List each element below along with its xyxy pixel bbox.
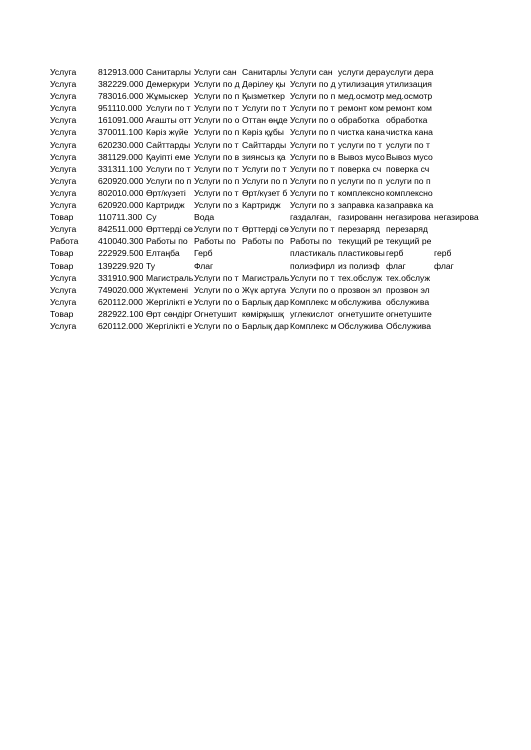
table-cell: Өрттерді сө	[146, 224, 193, 235]
table-cell: Услуги по т	[194, 224, 239, 235]
table-cell	[434, 308, 482, 320]
table-cell: Жергілікті е	[146, 320, 193, 331]
table-cell: услуги дера	[386, 67, 434, 77]
table-cell: Услуги по п	[290, 175, 336, 186]
table-cell: Қауіпті еме	[146, 151, 191, 162]
table-cell: 139229.920	[98, 260, 144, 271]
table-row	[50, 308, 482, 320]
table-cell: Комплекс м	[290, 296, 337, 307]
table-cell: 620112.000	[98, 296, 143, 307]
table-cell: Услуги по т	[290, 272, 335, 283]
table-cell	[242, 247, 290, 259]
table-cell: Магистраль	[146, 272, 194, 283]
table-cell: Услуга	[50, 272, 77, 283]
table-cell: Комплекс м	[290, 320, 337, 331]
table-cell: 620920.000	[98, 200, 144, 211]
table-cell	[434, 126, 482, 138]
table-cell: утилизация	[338, 79, 384, 90]
table-cell: Флаг	[194, 260, 214, 271]
table-cell: услуги по т	[338, 139, 382, 150]
table-cell: Услуги по т	[194, 163, 239, 174]
table-cell: Услуги по т	[194, 139, 239, 150]
table-cell: Услуги по п	[194, 91, 240, 102]
table-cell: негазирова	[434, 212, 479, 223]
table-row	[50, 272, 482, 284]
table-cell: пластиковы	[338, 248, 385, 259]
table-cell: 802010.000	[98, 187, 144, 198]
table-cell: Услуги по о	[194, 296, 240, 307]
table-cell: чистка кана	[386, 127, 433, 138]
table-cell: 620920.000	[98, 175, 144, 186]
table-cell: услуги по п	[386, 175, 431, 186]
table-cell: Работы по	[242, 236, 284, 247]
table-cell	[434, 78, 482, 90]
table-cell	[434, 114, 482, 126]
table-cell: Кәріз жүйе	[146, 127, 189, 138]
table-cell: Услуга	[50, 200, 77, 211]
table-row	[50, 114, 482, 126]
table-cell: газдалған,	[290, 212, 332, 223]
table-cell: 331910.900	[98, 272, 144, 283]
table-cell: текущий ре	[386, 236, 432, 247]
table-cell: Услуги по т	[290, 187, 335, 198]
table-cell	[242, 211, 290, 223]
table-cell: ремонт ком	[386, 103, 432, 114]
table-cell: 842511.000	[98, 224, 143, 235]
table-cell: 812913.000	[98, 67, 144, 77]
table-cell: Услуга	[50, 224, 77, 235]
table-cell: Услуги по т	[242, 103, 287, 114]
table-cell	[434, 151, 482, 163]
table-cell: Услуги по о	[194, 115, 240, 126]
table-cell: поверка сч	[338, 163, 382, 174]
table-cell: Работа	[50, 236, 79, 247]
table-cell: Услуга	[50, 103, 77, 114]
table-cell	[434, 272, 482, 284]
table-cell: Услуга	[50, 284, 77, 295]
table-cell	[434, 235, 482, 247]
table-cell: 951110.000	[98, 103, 143, 114]
table-cell: мед.осмотр	[386, 91, 433, 102]
table-cell: Услуги по п	[290, 91, 336, 102]
table-row	[50, 126, 482, 138]
table-cell: көмірқышқ	[242, 308, 284, 319]
table-cell: обслужива	[386, 296, 430, 307]
table-cell: Жүктемені	[146, 284, 189, 295]
table-cell: Өрт сөндірг	[146, 308, 193, 319]
table-cell: Демеркури	[146, 79, 190, 90]
table-cell: герб	[386, 248, 404, 259]
table-cell: услуги по п	[338, 175, 383, 186]
table-cell: Услуга	[50, 91, 77, 102]
table-cell: Обслужива	[386, 320, 432, 331]
table-cell: Герб	[194, 248, 213, 259]
table-cell: комплексно	[338, 187, 385, 198]
table-cell: Услуга	[50, 127, 77, 138]
table-cell: Услуга	[50, 115, 77, 126]
table-cell: обработка	[338, 115, 380, 126]
table-cell: заправка ка	[338, 200, 386, 211]
table-cell: Кәріз құбы	[242, 127, 284, 138]
table-cell	[434, 284, 482, 296]
table-cell: полиэфирл	[290, 260, 335, 271]
table-cell: Услуги по п	[242, 175, 288, 186]
table-row	[50, 187, 482, 199]
table-cell: Вывоз мусо	[338, 151, 385, 162]
table-cell: 222929.500	[98, 248, 144, 259]
table-row	[50, 284, 482, 296]
table-cell	[242, 260, 290, 272]
table-cell	[434, 66, 482, 78]
table-cell: обработка	[386, 115, 428, 126]
table-cell: Услуги по т	[290, 103, 335, 114]
table-cell: Услуги по п	[194, 175, 240, 186]
table-cell: Услуги по в	[290, 151, 336, 162]
table-cell: Услуги по о	[194, 284, 240, 295]
table-cell: Услуги по о	[290, 115, 336, 126]
table-cell: заправка ка	[386, 200, 434, 211]
table-cell: герб	[434, 248, 452, 259]
table-cell: зиянсыз қа	[242, 151, 286, 162]
table-row	[50, 320, 482, 332]
table-row	[50, 260, 482, 272]
table-cell: 620230.000	[98, 139, 144, 150]
table-cell: негазирова	[386, 212, 431, 223]
table-cell: Ағашты отт	[146, 115, 192, 126]
table-cell: Услуги по о	[290, 284, 336, 295]
table-cell: Услуги сан	[290, 67, 333, 77]
table-cell: Товар	[50, 308, 74, 319]
table-cell: Услуги по т	[146, 163, 191, 174]
table-cell	[434, 139, 482, 151]
table-cell: Ту	[146, 260, 156, 271]
table-cell: Услуги по т	[146, 103, 191, 114]
table-cell: 381129.000	[98, 151, 143, 162]
table-cell: флаг	[434, 260, 454, 271]
table-cell: углекислот	[290, 308, 334, 319]
table-cell: Вывоз мусо	[386, 151, 433, 162]
table-row	[50, 66, 482, 78]
table-cell: тех.обслуж	[338, 272, 383, 283]
table-cell: Услуги сан	[194, 67, 237, 77]
table-cell: Услуга	[50, 79, 77, 90]
table-cell: услуги по т	[386, 139, 430, 150]
table-row	[50, 151, 482, 163]
table-cell: утилизация	[386, 79, 432, 90]
table-cell: 110711.300	[98, 212, 143, 223]
table-cell	[434, 102, 482, 114]
table-cell: 370011.100	[98, 127, 143, 138]
table-row	[50, 235, 482, 247]
table-cell: перезаряд	[386, 224, 428, 235]
table-cell	[434, 223, 482, 235]
table-cell: Услуга	[50, 296, 77, 307]
table-cell	[434, 163, 482, 175]
table-cell	[434, 296, 482, 308]
table-cell: Жұмыскер	[146, 91, 189, 102]
table-cell: 331311.100	[98, 163, 143, 174]
table-cell: ремонт ком	[338, 103, 384, 114]
table-cell	[434, 199, 482, 211]
table-cell: флаг	[386, 260, 406, 271]
table-row	[50, 102, 482, 114]
table-cell	[434, 90, 482, 102]
table-cell: 382229.000	[98, 79, 144, 90]
table-cell: Дәрілеу қы	[242, 79, 286, 90]
table-cell	[434, 187, 482, 199]
table-cell: чистка кана	[338, 127, 385, 138]
table-cell: 749020.000	[98, 284, 144, 295]
table-cell: Услуги по з	[194, 200, 239, 211]
table-cell: Услуги по т	[242, 163, 287, 174]
table-cell: Услуга	[50, 163, 77, 174]
table-cell: Услуга	[50, 151, 77, 162]
table-cell	[434, 320, 482, 332]
table-cell: перезаряд	[338, 224, 380, 235]
table-cell: Оттан өңде	[242, 115, 288, 126]
table-cell: Услуга	[50, 320, 77, 331]
data-table	[50, 66, 482, 332]
table-cell: пластикаль	[290, 248, 336, 259]
table-row	[50, 296, 482, 308]
table-cell: Картридж	[242, 200, 281, 211]
table-cell: Услуги по т	[290, 139, 335, 150]
table-row	[50, 175, 482, 187]
table-cell	[434, 175, 482, 187]
table-cell: Работы по	[290, 236, 332, 247]
table-row	[50, 247, 482, 259]
table-cell: Услуги по т	[194, 103, 239, 114]
table-cell: Сайттарды	[242, 139, 287, 150]
table-cell: Магистраль	[242, 272, 290, 283]
table-cell: газированн	[338, 212, 383, 223]
table-cell: Өрттерді сө	[242, 224, 289, 235]
table-cell: Услуги по п	[290, 127, 336, 138]
table-cell: Услуга	[50, 139, 77, 150]
table-cell: Обслужива	[338, 320, 384, 331]
table-cell: Работы по	[194, 236, 236, 247]
table-row	[50, 78, 482, 90]
table-cell: из полиэф	[338, 260, 380, 271]
table-cell: Барлық дар	[242, 296, 289, 307]
table-cell: огнетушите	[386, 308, 432, 319]
table-cell: Санитарлы	[146, 67, 191, 77]
table-cell: Услуги по т	[290, 224, 335, 235]
table-cell: Услуги по т	[194, 272, 239, 283]
table-cell: Вода	[194, 212, 215, 223]
table-cell: 620112.000	[98, 320, 143, 331]
table-row	[50, 211, 482, 223]
table-cell: Услуги по д	[290, 79, 336, 90]
table-cell: мед.осмотр	[338, 91, 385, 102]
table-row	[50, 163, 482, 175]
table-cell: 410040.300	[98, 236, 144, 247]
table-cell: Услуга	[50, 187, 77, 198]
table-cell: Су	[146, 212, 157, 223]
table-cell: Услуги по п	[146, 175, 192, 186]
table-cell: Огнетушит	[194, 308, 238, 319]
table-cell: Услуги по о	[194, 320, 240, 331]
table-cell: Қызметкер	[242, 91, 285, 102]
table-cell: Товар	[50, 212, 74, 223]
table-cell: Услуга	[50, 67, 77, 77]
table-cell: Барлық дар	[242, 320, 289, 331]
table-cell: Работы по	[146, 236, 188, 247]
table-cell: поверка сч	[386, 163, 430, 174]
table-cell: Услуги по в	[194, 151, 240, 162]
table-cell: Услуги по п	[194, 127, 240, 138]
table-cell: Өрт/күзет б	[242, 187, 288, 198]
table-cell: Сайттарды	[146, 139, 191, 150]
table-cell: Елтаңба	[146, 248, 180, 259]
table-cell: Товар	[50, 260, 74, 271]
table-cell: Товар	[50, 248, 74, 259]
table-cell: Услуга	[50, 175, 77, 186]
table-cell: услуги дера	[338, 67, 386, 77]
table-cell: текущий ре	[338, 236, 384, 247]
table-row	[50, 199, 482, 211]
table-row	[50, 139, 482, 151]
table-cell: прозвон эл	[338, 284, 382, 295]
table-cell: Өрт/күзеті	[146, 187, 186, 198]
table-cell: огнетушите	[338, 308, 384, 319]
table-cell: Санитарлы	[242, 67, 287, 77]
table-cell: 161091.000	[98, 115, 144, 126]
table-cell: 282922.100	[98, 308, 144, 319]
table-cell: тех.обслуж	[386, 272, 431, 283]
table-row	[50, 90, 482, 102]
table-cell: Услуги по з	[290, 200, 335, 211]
table-cell: прозвон эл	[386, 284, 430, 295]
table-cell: Услуги по т	[290, 163, 335, 174]
table-row	[50, 223, 482, 235]
table-cell: обслужива	[338, 296, 382, 307]
table-cell: Жүк артуға	[242, 284, 286, 295]
table-cell: Услуги по т	[194, 187, 239, 198]
table-cell: Услуги по д	[194, 79, 240, 90]
table-cell: Картридж	[146, 200, 185, 211]
table-cell: 783016.000	[98, 91, 144, 102]
table-cell: комплексно	[386, 187, 433, 198]
table-cell: Жергілікті е	[146, 296, 193, 307]
